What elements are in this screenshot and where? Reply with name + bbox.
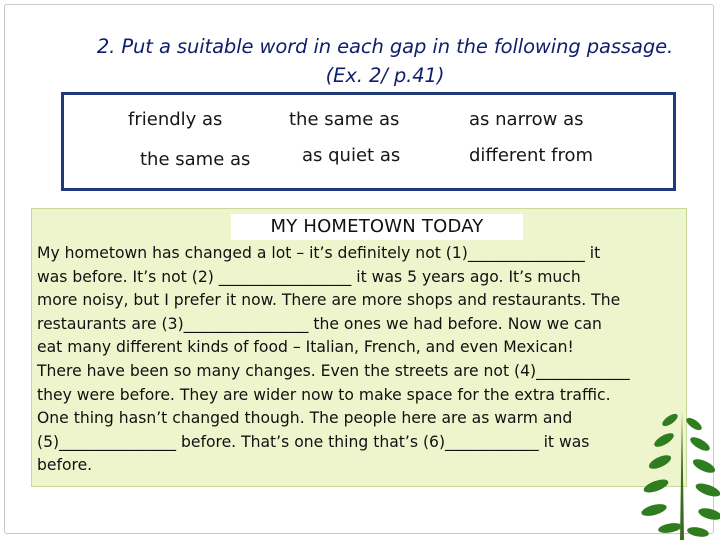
word-box [61,92,676,191]
exercise-title-line-2: (Ex. 2/ p.41) [325,64,445,87]
word-option: the same as [289,109,400,130]
word-option: the same as [140,149,251,170]
passage-text [37,242,687,478]
word-option: friendly as [128,109,223,130]
passage-line: (5)_______________ before. That’s one thing that’s (6)____________ it was [37,432,590,451]
passage-line: There have been so many changes. Even the streets are not (4)____________ [37,361,630,380]
exercise-title [40,32,720,90]
passage-line: before. [37,456,93,475]
passage-line: was before. It’s not (2) _________________ it was 5 years ago. It’s much [37,267,581,286]
plant-leaves-decoration [640,400,720,540]
exercise-title-line-1: 2. Put a suitable word in each gap in the following passage. [96,35,674,58]
passage-line: eat many different kinds of food – Italian, French, and even Mexican! [37,338,574,357]
word-option: different from [469,145,594,166]
word-option: as quiet as [302,145,401,166]
passage-line: restaurants are (3)________________ the ones we had before. Now we can [37,314,602,333]
passage-line: they were before. They are wider now to make space for the extra traffic. [37,385,611,404]
word-option: as narrow as [469,109,584,130]
passage-title: MY HOMETOWN TODAY [231,214,523,240]
passage-line: more noisy, but I prefer it now. There are more shops and restaurants. The [37,291,621,310]
passage-line: My hometown has changed a lot – it’s definitely not (1)_______________ it [37,244,601,262]
passage-line: One thing hasn’t changed though. The people here are as warm and [37,409,573,428]
